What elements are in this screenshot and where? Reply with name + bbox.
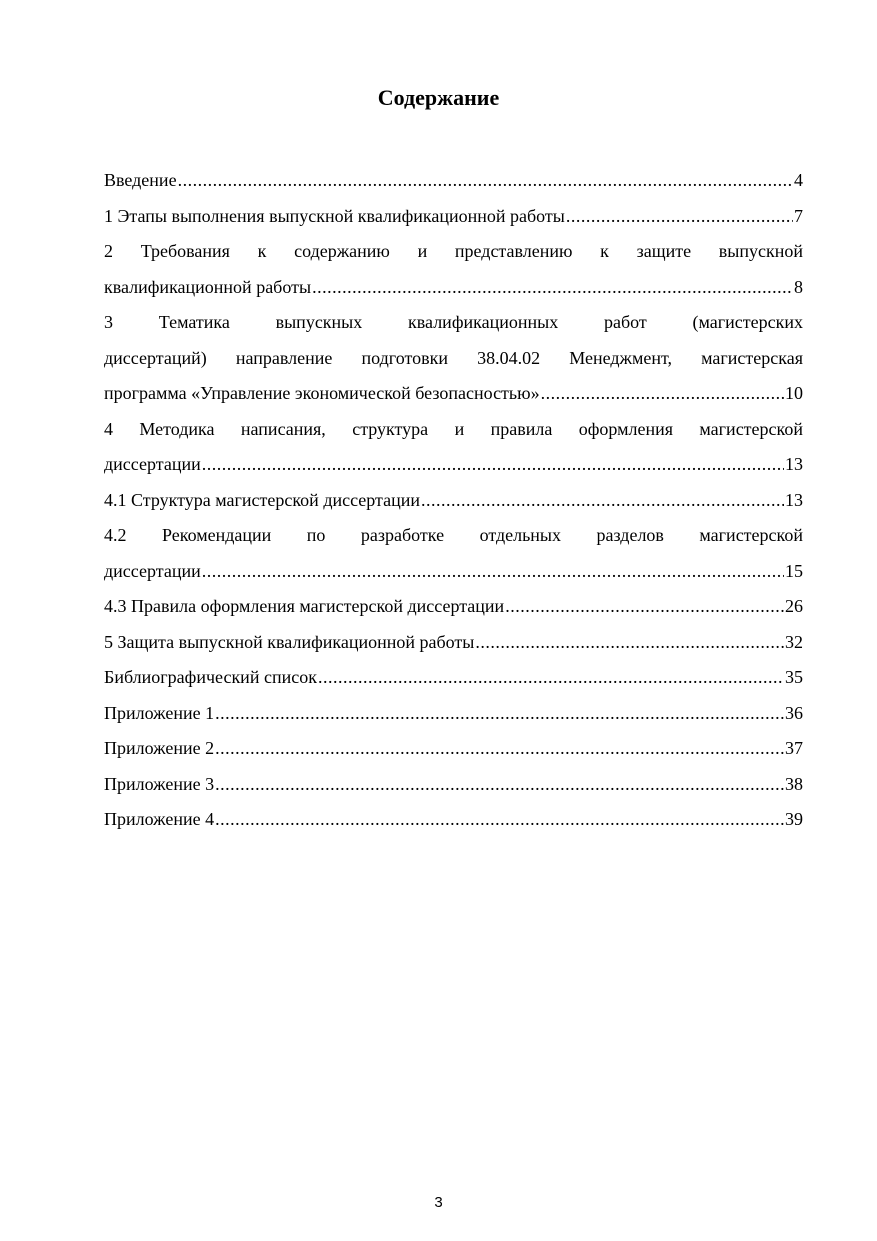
toc-entry-line bbox=[104, 625, 803, 661]
toc-leader-dots bbox=[421, 483, 784, 519]
toc-entry-line bbox=[104, 270, 803, 306]
toc-entry-wrapped-line: 4 Методика написания, структура и правила оформления магистерской bbox=[104, 418, 803, 439]
toc-entry-line bbox=[104, 199, 803, 235]
toc-page-number: 15 bbox=[785, 560, 803, 581]
toc-entry[interactable] bbox=[104, 412, 803, 483]
toc-page-number: 7 bbox=[794, 205, 803, 226]
toc-entry-label: 5 Защита выпускной квалификационной работы bbox=[104, 631, 475, 652]
toc-entry-wrapped-line: 4.2 Рекомендации по разработке отдельных разделов магистерской bbox=[104, 525, 803, 545]
toc-leader-dots bbox=[215, 767, 784, 803]
toc-leader-dots bbox=[505, 589, 784, 625]
toc-leader-dots bbox=[566, 199, 793, 235]
toc-page-number: 10 bbox=[785, 383, 803, 403]
toc-page-number: 13 bbox=[785, 489, 803, 510]
toc-entry-label: Приложение 4 bbox=[104, 809, 215, 829]
toc-entry-label: 4.3 Правила оформления магистерской диссертации bbox=[104, 596, 505, 616]
toc-entry-line bbox=[104, 802, 803, 838]
toc-entry[interactable] bbox=[104, 731, 803, 767]
toc-entry-line bbox=[104, 767, 803, 803]
toc-entry-wrapped-line: 3 Тематика выпускных квалификационных работ (магистерских bbox=[104, 312, 803, 332]
toc-leader-dots bbox=[178, 163, 793, 199]
page-number: 3 bbox=[434, 1194, 443, 1211]
toc-entry-label: диссертации bbox=[104, 454, 201, 474]
toc-page-number: 26 bbox=[785, 596, 803, 616]
toc-entry-label: диссертации bbox=[104, 560, 201, 581]
toc-entry-label: квалификационной работы bbox=[104, 276, 312, 297]
toc-leader-dots bbox=[541, 376, 784, 412]
toc-entry[interactable] bbox=[104, 802, 803, 838]
toc-leader-dots bbox=[202, 447, 784, 483]
toc-entry-label: Приложение 2 bbox=[104, 738, 215, 758]
toc-entry[interactable] bbox=[104, 518, 803, 589]
toc-entry[interactable] bbox=[104, 163, 803, 199]
toc-entry-line bbox=[104, 696, 803, 732]
toc-entry[interactable] bbox=[104, 234, 803, 305]
toc-entry[interactable] bbox=[104, 589, 803, 625]
toc-entry-label: Библиографический список bbox=[104, 667, 317, 687]
toc-entry-line bbox=[104, 447, 803, 483]
toc-leader-dots bbox=[475, 625, 784, 661]
table-of-contents bbox=[104, 163, 803, 838]
toc-page-number: 4 bbox=[794, 170, 803, 190]
toc-entry[interactable] bbox=[104, 483, 803, 519]
toc-entry[interactable] bbox=[104, 660, 803, 696]
toc-entry[interactable] bbox=[104, 767, 803, 803]
toc-entry-line bbox=[104, 554, 803, 590]
toc-entry-label: 4.1 Структура магистерской диссертации bbox=[104, 489, 421, 510]
toc-page-number: 38 bbox=[785, 773, 803, 794]
toc-entry-label: 1 Этапы выполнения выпускной квалификационной работы bbox=[104, 205, 565, 226]
toc-entry-label: программа «Управление экономической безопасностью» bbox=[104, 383, 540, 403]
toc-entry-line bbox=[104, 660, 803, 696]
toc-entry-line bbox=[104, 589, 803, 625]
toc-entry-line bbox=[104, 731, 803, 767]
page-title: Содержание bbox=[377, 85, 500, 110]
toc-leader-dots bbox=[202, 554, 784, 590]
toc-leader-dots bbox=[215, 802, 784, 838]
toc-entry-line bbox=[104, 483, 803, 519]
toc-page-number: 8 bbox=[794, 276, 803, 297]
toc-page-number: 36 bbox=[785, 702, 803, 723]
toc-leader-dots bbox=[215, 696, 784, 732]
toc-entry-label: Приложение 3 bbox=[104, 773, 215, 794]
toc-entry-label: Приложение 1 bbox=[104, 702, 215, 723]
toc-entry[interactable] bbox=[104, 199, 803, 235]
toc-entry[interactable] bbox=[104, 696, 803, 732]
toc-leader-dots bbox=[312, 270, 793, 306]
toc-entry[interactable] bbox=[104, 625, 803, 661]
toc-entry[interactable] bbox=[104, 305, 803, 412]
toc-page-number: 39 bbox=[785, 809, 803, 829]
toc-page-number: 32 bbox=[785, 631, 803, 652]
toc-page-number: 35 bbox=[785, 667, 803, 687]
toc-entry-label: Введение bbox=[104, 170, 177, 190]
toc-entry-wrapped-line: 2 Требования к содержанию и представлению к защите выпускной bbox=[104, 241, 803, 261]
toc-entry-wrapped-line: диссертаций) направление подготовки 38.04.02 Менеджмент, магистерская bbox=[104, 347, 803, 368]
toc-leader-dots bbox=[318, 660, 784, 696]
toc-entry-line bbox=[104, 163, 803, 199]
toc-leader-dots bbox=[215, 731, 784, 767]
toc-page-number: 37 bbox=[785, 738, 803, 758]
toc-entry-line bbox=[104, 376, 803, 412]
toc-page-number: 13 bbox=[785, 454, 803, 474]
